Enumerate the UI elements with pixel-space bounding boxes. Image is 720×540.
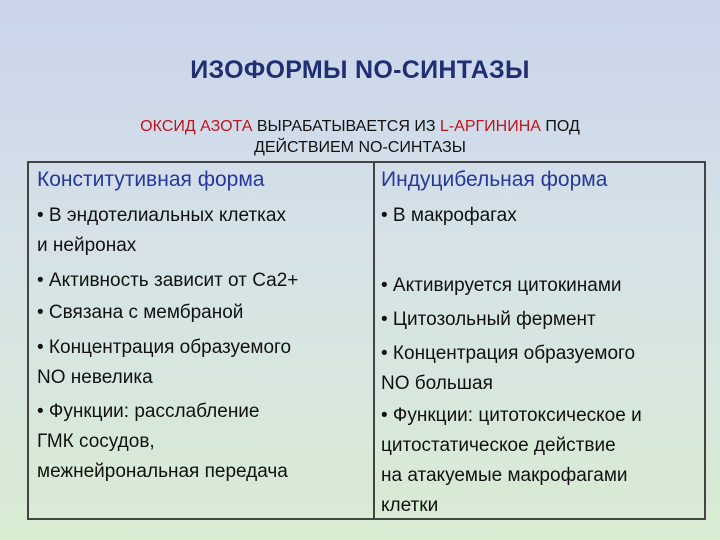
subtitle-line-2: ДЕЙСТВИЕМ NO-СИНТАЗЫ xyxy=(254,139,466,156)
subtitle-part-l-arginine: L-АРГИНИНА xyxy=(439,118,541,135)
inducible-item-concentration: • Концентрация образуемого NO большая xyxy=(381,343,636,394)
isoform-comparison-table xyxy=(27,161,706,520)
slide-title: ИЗОФОРМЫ NO-СИНТАЗЫ xyxy=(190,56,530,84)
subtitle-part-produced-from: ВЫРАБАТЫВАЕТСЯ ИЗ xyxy=(252,118,440,135)
inducible-form-column xyxy=(375,163,704,518)
subtitle-part-under: ПОД xyxy=(540,118,580,135)
inducible-form-header: Индуцибельная форма xyxy=(381,168,608,191)
inducible-item-location: • В макрофагах xyxy=(381,205,517,226)
slide-subtitle xyxy=(60,116,660,158)
inducible-item-cytosolic: • Цитозольный фермент xyxy=(381,309,596,330)
inducible-item-activation: • Активируется цитокинами xyxy=(381,275,622,296)
constitutive-form-header: Конститутивная форма xyxy=(37,168,265,191)
constitutive-form-column xyxy=(29,163,375,518)
constitutive-item-activity: • Активность зависит от Са2+ xyxy=(37,270,299,291)
constitutive-item-functions: • Функции: расслабление ГМК сосудов, межнейрональная передача xyxy=(37,401,288,482)
constitutive-item-location: • В эндотелиальных клетках и нейронах xyxy=(37,205,286,256)
subtitle-part-nitric-oxide: ОКСИД АЗОТА xyxy=(140,118,253,135)
constitutive-item-membrane: • Связана с мембраной xyxy=(37,302,244,323)
inducible-item-functions: • Функции: цитотоксическое и цитостатическое действие на атакуемые макрофагами клетки xyxy=(381,405,642,516)
constitutive-item-concentration: • Концентрация образуемого NO невелика xyxy=(37,337,292,388)
